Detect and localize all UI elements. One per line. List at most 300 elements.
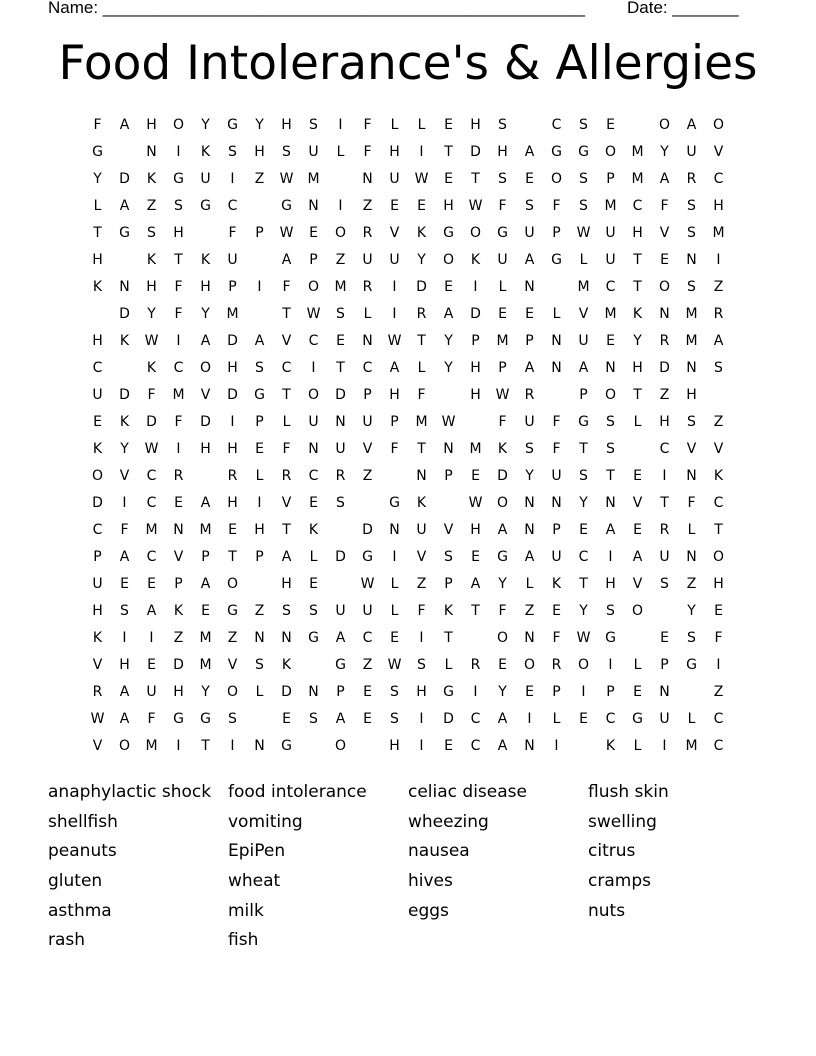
grid-letter[interactable]: Y — [147, 306, 156, 322]
grid-letter[interactable]: N — [524, 279, 535, 295]
grid-letter[interactable]: S — [687, 279, 696, 295]
grid-letter[interactable]: L — [255, 468, 264, 484]
grid-letter[interactable]: M — [604, 198, 617, 214]
grid-letter[interactable]: A — [146, 603, 157, 619]
grid-letter[interactable]: N — [308, 441, 319, 457]
grid-letter[interactable]: U — [335, 441, 346, 457]
grid-letter[interactable]: Y — [93, 171, 102, 187]
grid-letter[interactable]: U — [92, 576, 103, 592]
grid-letter[interactable]: C — [605, 279, 616, 295]
grid-letter[interactable]: Z — [146, 198, 157, 214]
grid-letter[interactable]: M — [631, 144, 644, 160]
grid-letter[interactable]: O — [334, 738, 347, 754]
grid-letter[interactable]: N — [659, 306, 670, 322]
grid-letter[interactable]: F — [390, 441, 399, 457]
grid-letter[interactable]: N — [254, 738, 265, 754]
grid-letter[interactable]: I — [392, 549, 397, 565]
grid-letter[interactable]: T — [228, 549, 237, 565]
grid-letter[interactable]: T — [174, 252, 183, 268]
grid-letter[interactable]: H — [254, 522, 265, 538]
grid-letter[interactable]: N — [146, 144, 157, 160]
grid-letter[interactable]: G — [281, 198, 292, 214]
grid-letter[interactable]: C — [578, 549, 589, 565]
grid-letter[interactable]: M — [172, 387, 185, 403]
grid-letter[interactable]: K — [146, 360, 157, 376]
grid-letter[interactable]: S — [498, 171, 507, 187]
grid-letter[interactable]: R — [173, 468, 184, 484]
grid-letter[interactable]: L — [390, 576, 399, 592]
grid-letter[interactable]: H — [227, 360, 238, 376]
grid-letter[interactable]: W — [495, 387, 510, 403]
grid-letter[interactable] — [462, 627, 489, 654]
grid-letter[interactable]: O — [118, 738, 131, 754]
grid-letter[interactable]: I — [419, 738, 424, 754]
grid-letter[interactable]: H — [416, 684, 427, 700]
grid-letter[interactable]: N — [389, 522, 400, 538]
grid-letter[interactable]: U — [578, 333, 589, 349]
grid-letter[interactable]: P — [363, 387, 372, 403]
grid-letter[interactable]: E — [606, 117, 615, 133]
grid-letter[interactable]: I — [338, 198, 343, 214]
grid-letter[interactable]: H — [200, 279, 211, 295]
name-field[interactable]: Name: ___________________________________________________ — [48, 0, 585, 17]
grid-letter[interactable]: K — [92, 279, 103, 295]
grid-letter[interactable]: O — [226, 576, 239, 592]
grid-letter[interactable]: S — [309, 603, 318, 619]
grid-letter[interactable] — [435, 492, 462, 519]
grid-letter[interactable]: C — [146, 495, 157, 511]
grid-letter[interactable]: N — [686, 252, 697, 268]
grid-letter[interactable]: K — [308, 522, 319, 538]
grid-letter[interactable]: Z — [524, 603, 535, 619]
grid-letter[interactable]: A — [497, 738, 508, 754]
grid-letter[interactable]: W — [414, 171, 429, 187]
grid-letter[interactable]: I — [716, 657, 721, 673]
grid-letter[interactable]: C — [173, 360, 184, 376]
grid-letter[interactable]: Y — [444, 333, 453, 349]
grid-letter[interactable]: G — [578, 414, 589, 430]
grid-letter[interactable]: V — [443, 522, 454, 538]
grid-letter[interactable]: F — [552, 414, 561, 430]
grid-letter[interactable]: F — [498, 414, 507, 430]
grid-letter[interactable] — [543, 276, 570, 303]
grid-letter[interactable]: V — [281, 333, 292, 349]
grid-letter[interactable]: P — [525, 333, 534, 349]
grid-letter[interactable]: I — [554, 738, 559, 754]
grid-letter[interactable]: P — [390, 414, 399, 430]
grid-letter[interactable]: C — [551, 117, 562, 133]
grid-letter[interactable] — [462, 411, 489, 438]
grid-letter[interactable]: Z — [686, 576, 697, 592]
grid-letter[interactable]: P — [255, 414, 264, 430]
grid-letter[interactable]: R — [335, 468, 346, 484]
grid-letter[interactable]: K — [119, 333, 130, 349]
grid-letter[interactable]: I — [176, 333, 181, 349]
grid-letter[interactable]: P — [93, 549, 102, 565]
grid-letter[interactable]: V — [173, 549, 184, 565]
grid-letter[interactable]: M — [226, 306, 239, 322]
grid-letter[interactable]: F — [282, 279, 291, 295]
grid-letter[interactable] — [246, 303, 273, 330]
grid-letter[interactable]: S — [660, 576, 669, 592]
grid-letter[interactable] — [300, 654, 327, 681]
grid-letter[interactable]: E — [660, 630, 669, 646]
grid-letter[interactable]: H — [254, 144, 265, 160]
grid-letter[interactable]: F — [498, 198, 507, 214]
grid-letter[interactable]: P — [174, 576, 183, 592]
grid-letter[interactable]: P — [228, 279, 237, 295]
grid-letter[interactable]: S — [579, 468, 588, 484]
grid-letter[interactable]: L — [309, 549, 318, 565]
grid-letter[interactable]: E — [633, 684, 642, 700]
grid-letter[interactable]: O — [604, 387, 617, 403]
grid-letter[interactable]: I — [581, 684, 586, 700]
grid-letter[interactable]: A — [578, 360, 589, 376]
grid-letter[interactable]: I — [716, 252, 721, 268]
grid-letter[interactable]: R — [551, 657, 562, 673]
grid-letter[interactable]: V — [281, 495, 292, 511]
grid-letter[interactable]: C — [146, 468, 157, 484]
grid-letter[interactable]: E — [255, 441, 264, 457]
grid-letter[interactable] — [651, 600, 678, 627]
grid-letter[interactable]: O — [712, 117, 725, 133]
grid-letter[interactable]: N — [416, 468, 427, 484]
grid-letter[interactable]: I — [419, 711, 424, 727]
grid-letter[interactable]: N — [686, 360, 697, 376]
grid-letter[interactable]: F — [174, 414, 183, 430]
grid-letter[interactable]: E — [471, 468, 480, 484]
grid-letter[interactable]: R — [659, 522, 670, 538]
grid-letter[interactable]: O — [550, 171, 563, 187]
grid-letter[interactable]: T — [471, 603, 480, 619]
grid-letter[interactable]: W — [144, 333, 159, 349]
grid-letter[interactable]: L — [525, 576, 534, 592]
grid-letter[interactable]: Y — [579, 495, 588, 511]
grid-letter[interactable]: N — [443, 441, 454, 457]
grid-letter[interactable]: A — [119, 549, 130, 565]
grid-letter[interactable]: N — [524, 522, 535, 538]
grid-letter[interactable]: O — [442, 252, 455, 268]
grid-letter[interactable]: U — [362, 603, 373, 619]
grid-letter[interactable]: S — [525, 198, 534, 214]
grid-letter[interactable]: S — [390, 711, 399, 727]
grid-letter[interactable]: A — [119, 117, 130, 133]
grid-letter[interactable]: Z — [713, 279, 724, 295]
grid-letter[interactable]: S — [309, 711, 318, 727]
grid-letter[interactable]: V — [578, 306, 589, 322]
grid-letter[interactable]: H — [281, 117, 292, 133]
grid-letter[interactable]: H — [173, 225, 184, 241]
grid-letter[interactable]: P — [552, 684, 561, 700]
grid-letter[interactable]: K — [551, 576, 562, 592]
grid-letter[interactable]: N — [605, 360, 616, 376]
grid-letter[interactable]: T — [282, 387, 291, 403]
grid-letter[interactable]: G — [389, 495, 400, 511]
grid-letter[interactable]: P — [255, 225, 264, 241]
grid-letter[interactable]: C — [92, 360, 103, 376]
grid-letter[interactable]: G — [497, 225, 508, 241]
grid-letter[interactable]: U — [659, 711, 670, 727]
grid-letter[interactable]: V — [92, 657, 103, 673]
grid-letter[interactable]: H — [119, 657, 130, 673]
grid-letter[interactable]: A — [497, 522, 508, 538]
grid-letter[interactable]: N — [119, 279, 130, 295]
grid-letter[interactable]: A — [470, 576, 481, 592]
grid-letter[interactable]: H — [146, 117, 157, 133]
grid-letter[interactable]: I — [176, 738, 181, 754]
grid-letter[interactable]: K — [200, 252, 211, 268]
grid-letter[interactable]: M — [145, 522, 158, 538]
grid-letter[interactable]: O — [334, 225, 347, 241]
grid-letter[interactable]: S — [579, 117, 588, 133]
grid-letter[interactable]: N — [524, 630, 535, 646]
grid-letter[interactable]: L — [255, 684, 264, 700]
grid-letter[interactable]: E — [498, 657, 507, 673]
grid-letter[interactable]: G — [200, 711, 211, 727]
grid-letter[interactable]: W — [576, 225, 591, 241]
grid-letter[interactable]: N — [281, 630, 292, 646]
grid-letter[interactable]: O — [577, 657, 590, 673]
grid-letter[interactable]: I — [662, 468, 667, 484]
grid-letter[interactable]: O — [91, 468, 104, 484]
grid-letter[interactable]: C — [92, 522, 103, 538]
grid-letter[interactable] — [543, 384, 570, 411]
grid-letter[interactable]: H — [200, 441, 211, 457]
grid-letter[interactable]: S — [687, 198, 696, 214]
grid-letter[interactable] — [678, 681, 705, 708]
grid-letter[interactable]: P — [255, 549, 264, 565]
grid-letter[interactable]: H — [146, 279, 157, 295]
grid-letter[interactable]: K — [605, 738, 616, 754]
grid-letter[interactable]: M — [496, 333, 509, 349]
grid-letter[interactable]: E — [498, 306, 507, 322]
grid-letter[interactable]: D — [200, 414, 211, 430]
grid-letter[interactable]: F — [552, 630, 561, 646]
grid-letter[interactable]: P — [498, 360, 507, 376]
grid-letter[interactable]: I — [311, 360, 316, 376]
grid-letter[interactable]: S — [147, 225, 156, 241]
grid-letter[interactable]: T — [93, 225, 102, 241]
grid-letter[interactable]: G — [308, 630, 319, 646]
grid-letter[interactable]: S — [228, 144, 237, 160]
grid-letter[interactable]: F — [552, 441, 561, 457]
grid-letter[interactable]: O — [523, 657, 536, 673]
grid-letter[interactable]: I — [473, 279, 478, 295]
grid-letter[interactable]: V — [92, 738, 103, 754]
grid-letter[interactable]: U — [227, 252, 238, 268]
grid-letter[interactable]: T — [282, 306, 291, 322]
grid-letter[interactable]: H — [389, 387, 400, 403]
grid-letter[interactable]: W — [387, 657, 402, 673]
grid-letter[interactable]: T — [579, 576, 588, 592]
grid-letter[interactable]: A — [713, 333, 724, 349]
grid-letter[interactable]: C — [227, 198, 238, 214]
grid-letter[interactable]: L — [390, 117, 399, 133]
grid-letter[interactable]: D — [281, 684, 292, 700]
grid-letter[interactable]: E — [282, 711, 291, 727]
grid-letter[interactable]: T — [633, 387, 642, 403]
grid-letter[interactable]: T — [660, 495, 669, 511]
grid-letter[interactable]: E — [579, 522, 588, 538]
grid-letter[interactable]: N — [659, 684, 670, 700]
grid-letter[interactable]: W — [468, 198, 483, 214]
grid-letter[interactable]: Z — [254, 603, 265, 619]
grid-letter[interactable]: H — [470, 387, 481, 403]
grid-letter[interactable]: E — [444, 738, 453, 754]
grid-letter[interactable]: U — [362, 414, 373, 430]
grid-letter[interactable] — [246, 249, 273, 276]
grid-letter[interactable]: P — [444, 576, 453, 592]
grid-letter[interactable]: M — [199, 657, 212, 673]
grid-letter[interactable] — [300, 735, 327, 762]
grid-letter[interactable]: M — [685, 306, 698, 322]
grid-letter[interactable]: L — [417, 360, 426, 376]
grid-letter[interactable]: G — [173, 711, 184, 727]
grid-letter[interactable]: Y — [660, 144, 669, 160]
grid-letter[interactable]: F — [498, 603, 507, 619]
grid-letter[interactable]: I — [419, 144, 424, 160]
grid-letter[interactable]: A — [335, 711, 346, 727]
grid-letter[interactable] — [327, 168, 354, 195]
grid-letter[interactable]: U — [605, 252, 616, 268]
grid-letter[interactable]: G — [281, 738, 292, 754]
grid-letter[interactable]: N — [551, 360, 562, 376]
grid-letter[interactable]: P — [552, 522, 561, 538]
grid-letter[interactable]: A — [686, 117, 697, 133]
grid-letter[interactable]: F — [687, 495, 696, 511]
grid-letter[interactable]: O — [658, 117, 671, 133]
grid-letter[interactable]: S — [282, 144, 291, 160]
grid-letter[interactable]: Z — [362, 657, 373, 673]
grid-letter[interactable]: S — [390, 684, 399, 700]
grid-letter[interactable]: N — [362, 171, 373, 187]
grid-letter[interactable]: I — [230, 171, 235, 187]
grid-letter[interactable]: F — [174, 279, 183, 295]
grid-letter[interactable]: U — [605, 225, 616, 241]
grid-letter[interactable] — [111, 357, 138, 384]
grid-letter[interactable]: A — [281, 252, 292, 268]
grid-letter[interactable]: F — [282, 441, 291, 457]
grid-letter[interactable]: A — [200, 495, 211, 511]
grid-letter[interactable]: P — [552, 225, 561, 241]
grid-letter[interactable]: K — [146, 252, 157, 268]
grid-letter[interactable]: V — [713, 441, 724, 457]
grid-letter[interactable]: M — [604, 306, 617, 322]
grid-letter[interactable]: O — [631, 603, 644, 619]
grid-letter[interactable]: M — [334, 279, 347, 295]
grid-letter[interactable]: U — [146, 684, 157, 700]
grid-letter[interactable]: F — [417, 603, 426, 619]
grid-letter[interactable]: M — [577, 279, 590, 295]
grid-letter[interactable]: C — [713, 711, 724, 727]
grid-letter[interactable]: E — [120, 576, 129, 592]
grid-letter[interactable]: K — [416, 495, 427, 511]
grid-letter[interactable]: V — [389, 225, 400, 241]
grid-letter[interactable]: Y — [498, 684, 507, 700]
grid-letter[interactable]: L — [633, 657, 642, 673]
grid-letter[interactable]: P — [444, 468, 453, 484]
grid-letter[interactable]: S — [309, 117, 318, 133]
grid-letter[interactable]: H — [686, 387, 697, 403]
grid-letter[interactable]: I — [338, 117, 343, 133]
grid-letter[interactable]: A — [119, 711, 130, 727]
grid-letter[interactable]: C — [470, 738, 481, 754]
grid-letter[interactable]: R — [281, 468, 292, 484]
grid-letter[interactable] — [192, 222, 219, 249]
grid-letter[interactable]: E — [525, 171, 534, 187]
grid-letter[interactable] — [111, 249, 138, 276]
grid-letter[interactable]: R — [713, 306, 724, 322]
grid-letter[interactable]: Y — [579, 603, 588, 619]
grid-letter[interactable]: K — [92, 441, 103, 457]
grid-letter[interactable]: O — [658, 279, 671, 295]
grid-letter[interactable]: P — [309, 252, 318, 268]
grid-letter[interactable] — [84, 303, 111, 330]
grid-letter[interactable]: A — [119, 684, 130, 700]
grid-letter[interactable]: E — [633, 468, 642, 484]
grid-letter[interactable]: M — [199, 522, 212, 538]
grid-letter[interactable]: Y — [417, 252, 426, 268]
grid-letter[interactable]: O — [226, 684, 239, 700]
grid-letter[interactable]: K — [281, 657, 292, 673]
grid-letter[interactable]: M — [415, 414, 428, 430]
grid-letter[interactable]: E — [552, 603, 561, 619]
grid-letter[interactable]: V — [632, 576, 643, 592]
grid-letter[interactable]: K — [92, 630, 103, 646]
grid-letter[interactable]: Y — [498, 576, 507, 592]
grid-letter[interactable]: S — [606, 441, 615, 457]
grid-letter[interactable]: E — [174, 495, 183, 511]
grid-letter[interactable]: V — [200, 387, 211, 403]
grid-letter[interactable]: S — [228, 711, 237, 727]
grid-letter[interactable]: S — [687, 225, 696, 241]
grid-letter[interactable]: H — [443, 198, 454, 214]
grid-letter[interactable]: N — [605, 495, 616, 511]
grid-letter[interactable]: S — [120, 603, 129, 619]
grid-letter[interactable]: E — [201, 603, 210, 619]
grid-letter[interactable]: S — [336, 495, 345, 511]
grid-letter[interactable]: G — [578, 144, 589, 160]
grid-letter[interactable]: I — [608, 657, 613, 673]
grid-letter[interactable] — [111, 141, 138, 168]
grid-letter[interactable]: P — [606, 684, 615, 700]
grid-letter[interactable]: E — [228, 522, 237, 538]
grid-letter[interactable]: N — [308, 684, 319, 700]
grid-letter[interactable]: G — [227, 117, 238, 133]
grid-letter[interactable]: I — [473, 684, 478, 700]
grid-letter[interactable]: K — [443, 603, 454, 619]
grid-letter[interactable]: Y — [255, 117, 264, 133]
grid-letter[interactable]: I — [392, 279, 397, 295]
grid-letter[interactable]: T — [714, 522, 723, 538]
grid-letter[interactable]: Z — [713, 414, 724, 430]
grid-letter[interactable] — [246, 195, 273, 222]
grid-letter[interactable]: G — [173, 171, 184, 187]
grid-letter[interactable]: I — [149, 630, 154, 646]
grid-letter[interactable]: I — [419, 630, 424, 646]
grid-letter[interactable]: A — [335, 630, 346, 646]
grid-letter[interactable]: T — [417, 333, 426, 349]
grid-letter[interactable]: H — [281, 576, 292, 592]
grid-letter[interactable]: A — [524, 252, 535, 268]
grid-letter[interactable]: L — [687, 522, 696, 538]
grid-letter[interactable]: O — [307, 279, 320, 295]
grid-letter[interactable]: T — [471, 171, 480, 187]
grid-letter[interactable]: C — [605, 711, 616, 727]
grid-letter[interactable]: T — [633, 279, 642, 295]
grid-letter[interactable]: E — [309, 225, 318, 241]
grid-letter[interactable]: C — [470, 711, 481, 727]
